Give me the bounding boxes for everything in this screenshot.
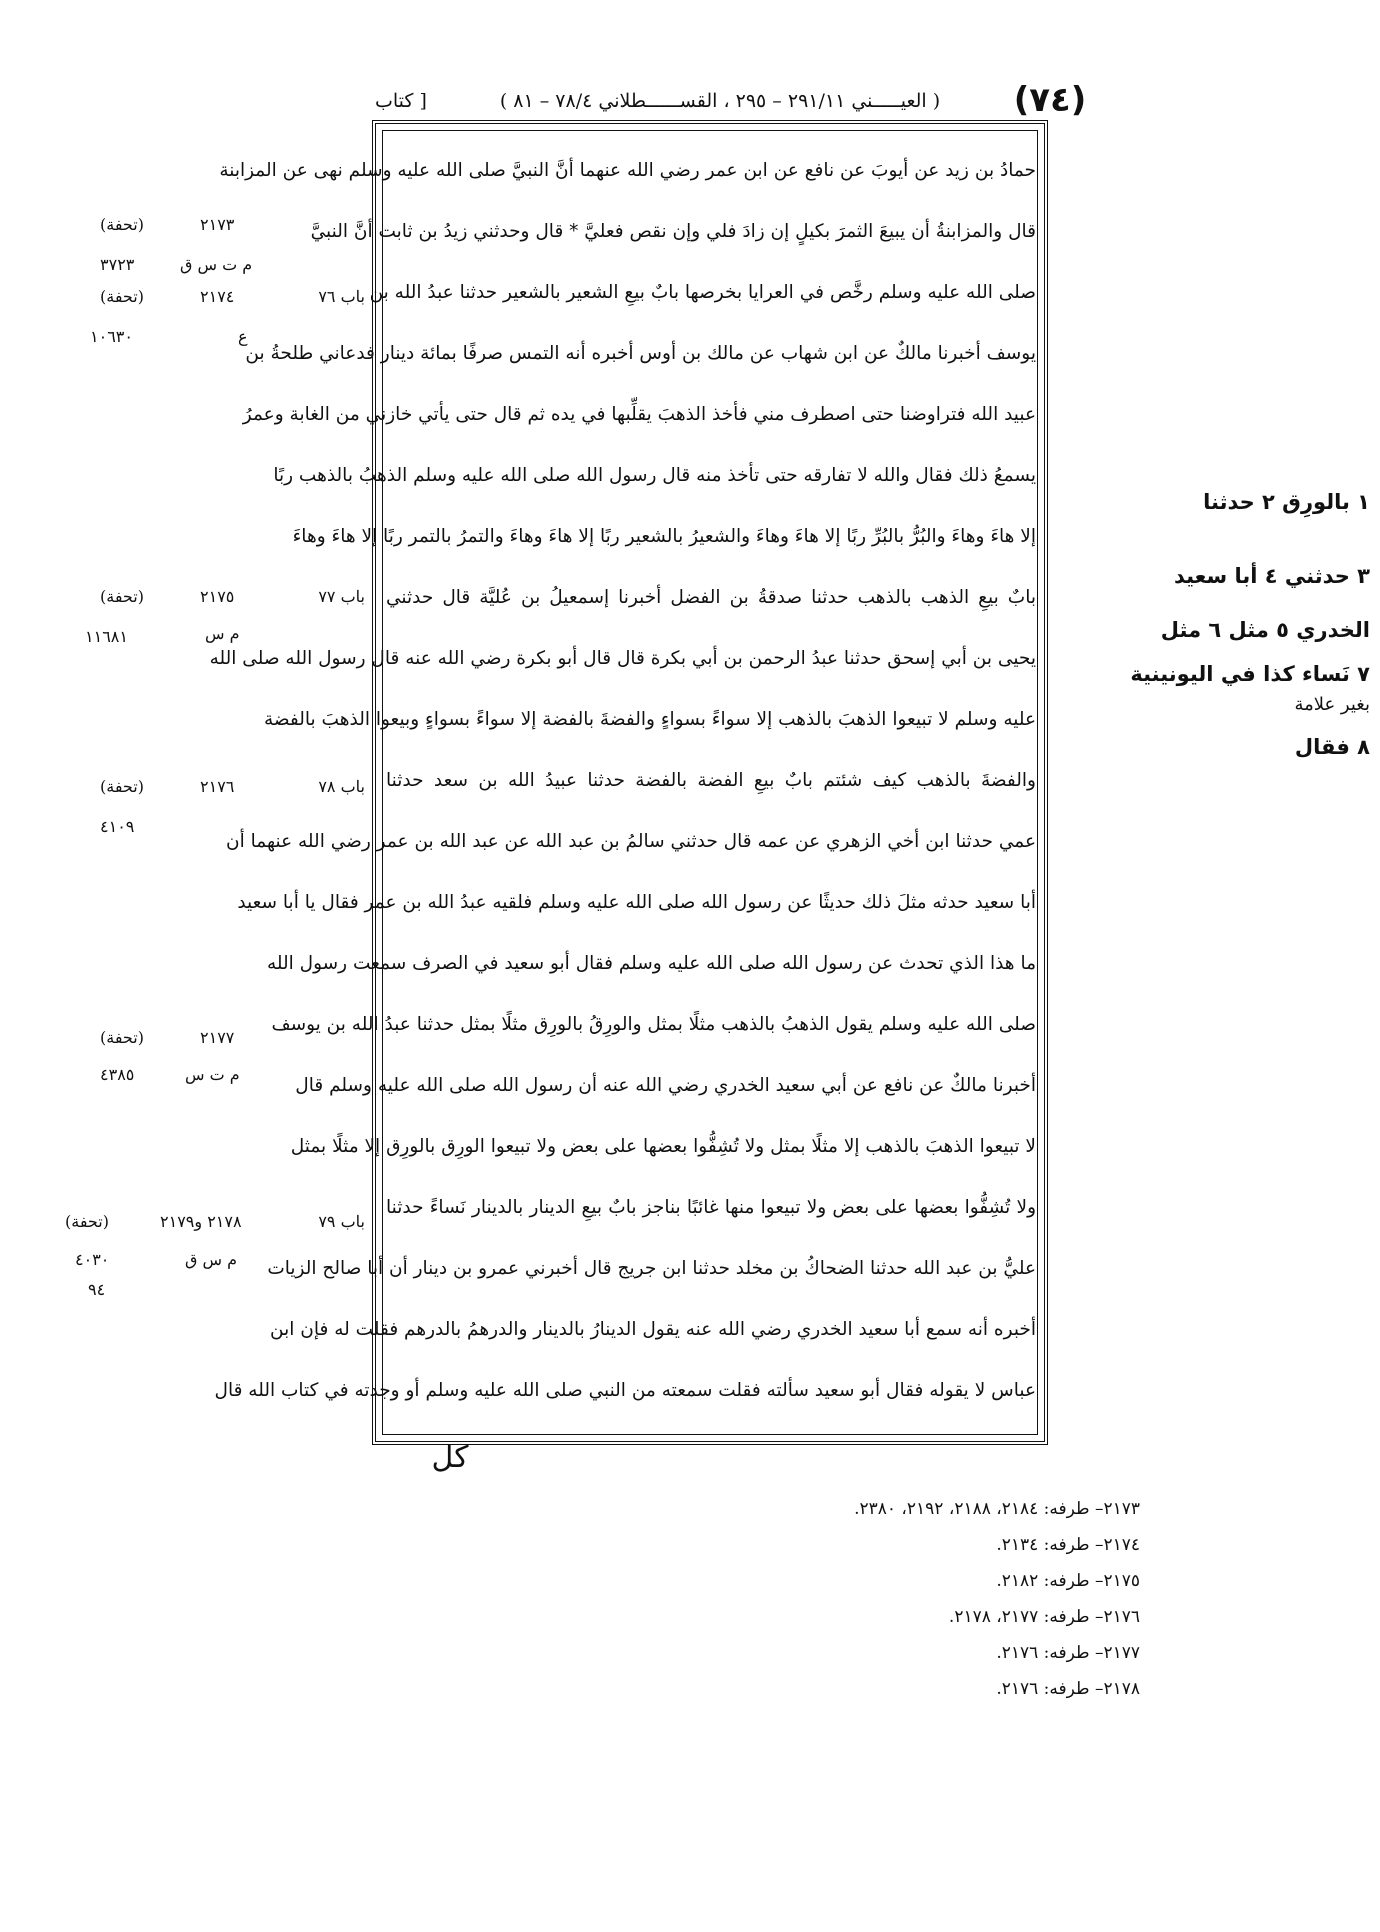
tuhfa-extra-number: ٩٤ xyxy=(88,1280,106,1299)
bab-number: باب ٧٦ xyxy=(318,287,365,306)
text-line: أخبره أنه سمع أبا سعيد الخدري رضي الله عنه يقول الدينارُ بالدينار والدرهمُ بالدرهم فقلت له فإن ابن xyxy=(270,1319,1036,1340)
text-line: يحيى بن أبي إسحق حدثنا عبدُ الرحمن بن أبي بكرة قال قال أبو بكرة رضي الله عنه قال رسول الله صلى الله xyxy=(209,648,1036,669)
text-line: عمي حدثنا ابن أخي الزهري عن عمه قال حدثني سالمُ بن عبد الله عن عبد الله بن عمر رضي الله عنهما أن xyxy=(226,831,1036,852)
text-line: إلا هاءَ وهاءَ والبُرُّ بالبُرِّ ربًا إلا هاءَ وهاءَ والشعيرُ بالشعير ربًا إلا هاءَ وهاءَ والتمرُ بالتمر ربًا إلا هاءَ وهاءَ xyxy=(292,526,1036,547)
text-line: صلى الله عليه وسلم رخَّص في العرايا بخرصها بابٌ بيعِ الشعير بالشعير حدثنا عبدُ الله بن xyxy=(369,282,1036,303)
hadith-number: ٢١٧٣ xyxy=(200,215,235,234)
hadith-number: ٢١٧٥ xyxy=(200,587,235,606)
header-references: ( العيـــــني ٢٩١/١١ – ٢٩٥ ، القســــــطلاني ٧٨/٤ – ٨١ ) xyxy=(499,90,941,112)
text-line: بابٌ بيعِ الذهب بالذهب حدثنا صدقةُ بن الفضل أخبرنا إسمعيلُ بن عُليَّة قال حدثني xyxy=(386,587,1036,608)
text-line: عليه وسلم لا تبيعوا الذهبَ بالذهب إلا سواءً بسواءٍ والفضةَ بالفضة إلا سواءً بسواءٍ وبيعوا الذهبَ بالفضة xyxy=(263,709,1036,730)
footnote: ٢١٧٤– طرفه: ٢١٣٤. xyxy=(996,1535,1140,1555)
tuhfa-label: (تحفة) xyxy=(100,287,144,306)
text-line: حمادُ بن زيد عن أيوبَ عن نافع عن ابن عمر رضي الله عنهما أنَّ النبيَّ صلى الله عليه وسلم نهى عن المزابنة xyxy=(219,160,1036,181)
variant-note: ٨ فقال xyxy=(1294,735,1370,759)
text-line: لا تبيعوا الذهبَ بالذهب إلا مثلًا بمثل ولا تُشِفُّوا بعضها على بعض ولا تبيعوا الورِق بالورِق إلا مثلًا بمثل xyxy=(290,1136,1036,1157)
footnote: ٢١٧٥– طرفه: ٢١٨٢. xyxy=(996,1571,1140,1591)
variant-note: ١ بالورِق ٢ حدثنا xyxy=(1203,490,1370,514)
tuhfa-number: ١١٦٨١ xyxy=(85,627,128,646)
tuhfa-label: (تحفة) xyxy=(100,215,144,234)
text-line: صلى الله عليه وسلم يقول الذهبُ بالذهب مثلًا بمثل والورِقُ بالورِق مثلًا بمثل حدثنا عبدُ الله بن يوسف xyxy=(271,1014,1036,1035)
text-line: والفضةَ بالذهب كيف شئتم بابٌ بيعِ الفضة بالفضة حدثنا عبيدُ الله بن سعد حدثنا xyxy=(386,770,1036,791)
hadith-number: ٢١٧٤ xyxy=(200,287,235,306)
tuhfa-number: ٤٣٨٥ xyxy=(100,1065,135,1084)
tuhfa-number: ٤٠٣٠ xyxy=(75,1250,110,1269)
source-codes: م ت س ق xyxy=(180,255,253,274)
variant-note: ٣ حدثني ٤ أبا سعيد xyxy=(1173,564,1370,588)
text-line: قال والمزابنةُ أن يبيعَ الثمرَ بكيلٍ إن زادَ فلي وإن نقص فعليَّ * قال وحدثني زيدُ بن ثابت أنَّ النبيَّ xyxy=(310,221,1036,242)
text-line: يوسف أخبرنا مالكٌ عن ابن شهاب عن مالك بن أوس أخبره أنه التمس صرفًا بمائة دينار فدعاني طلحةُ بن xyxy=(245,343,1036,364)
header-book-title: [ كتاب xyxy=(375,90,427,112)
variant-note: الخدري ٥ مثل ٦ مثل xyxy=(1160,618,1370,642)
tuhfa-number: ٤١٠٩ xyxy=(100,817,135,836)
hadith-number: ٢١٧٨ و٢١٧٩ xyxy=(160,1212,242,1231)
tuhfa-label: (تحفة) xyxy=(100,777,144,796)
source-codes: ع xyxy=(238,327,248,346)
bab-number: باب ٧٧ xyxy=(318,587,365,606)
page-number: (٧٤) xyxy=(1013,80,1087,120)
text-line: أبا سعيد حدثه مثلَ ذلك حديثًا عن رسول الله صلى الله عليه وسلم فلقيه عبدُ الله بن عمر فقال يا أبا سعيد xyxy=(237,892,1036,913)
text-line: عباس لا يقوله فقال أبو سعيد سألته فقلت سمعته من النبي صلى الله عليه وسلم أو وجدته في كتاب الله قال xyxy=(214,1380,1036,1401)
tuhfa-label: (تحفة) xyxy=(100,1028,144,1047)
variant-notes xyxy=(1130,450,1370,759)
catchword: كل xyxy=(431,1440,469,1475)
tuhfa-number: ٣٧٢٣ xyxy=(100,255,135,274)
text-line: ما هذا الذي تحدث عن رسول الله صلى الله عليه وسلم فقال أبو سعيد في الصرف سمعت رسول الله xyxy=(266,953,1036,974)
variant-note: بغير علامة xyxy=(1294,694,1370,715)
text-line: عليُّ بن عبد الله حدثنا الضحاكُ بن مخلد حدثنا ابن جريج قال أخبرني عمرو بن دينار أن أبا صالح الزيات xyxy=(267,1258,1036,1279)
footnote: ٢١٧٧– طرفه: ٢١٧٦. xyxy=(996,1643,1140,1663)
footnote: ٢١٧٨– طرفه: ٢١٧٦. xyxy=(996,1679,1140,1699)
hadith-number: ٢١٧٧ xyxy=(200,1028,235,1047)
source-codes: م س ق xyxy=(185,1250,238,1269)
bab-number: باب ٧٨ xyxy=(318,777,365,796)
footnote: ٢١٧٦– طرفه: ٢١٧٧، ٢١٧٨. xyxy=(948,1607,1140,1627)
footnote: ٢١٧٣– طرفه: ٢١٨٤، ٢١٨٨، ٢١٩٢، ٢٣٨٠. xyxy=(854,1499,1140,1519)
text-line: يسمعُ ذلك فقال والله لا تفارقه حتى تأخذ منه قال رسول الله صلى الله عليه وسلم الذهبُ بالذهب ربًا xyxy=(273,465,1036,486)
tuhfa-label: (تحفة) xyxy=(65,1212,109,1231)
hadith-number: ٢١٧٦ xyxy=(200,777,235,796)
text-line: أخبرنا مالكٌ عن نافع عن أبي سعيد الخدري رضي الله عنه أن رسول الله صلى الله عليه وسلم قال xyxy=(295,1075,1036,1096)
bab-number: باب ٧٩ xyxy=(318,1212,365,1231)
variant-note: ٧ نَساء كذا في اليونينية xyxy=(1130,662,1370,686)
tuhfa-label: (تحفة) xyxy=(100,587,144,606)
tuhfa-number: ١٠٦٣٠ xyxy=(90,327,133,346)
source-codes: م س xyxy=(205,624,240,643)
source-codes: م ت س xyxy=(185,1065,240,1084)
text-line: ولا تُشِفُّوا بعضها على بعض ولا تبيعوا منها غائبًا بناجز بابٌ بيعِ الدينار بالدينار نَساءً حدثنا xyxy=(386,1197,1036,1218)
text-line: عبيد الله فتراوضنا حتى اصطرف مني فأخذ الذهبَ يقلِّبها في يده ثم قال حتى يأتي خازني من الغابة وعمرُ xyxy=(242,404,1036,425)
